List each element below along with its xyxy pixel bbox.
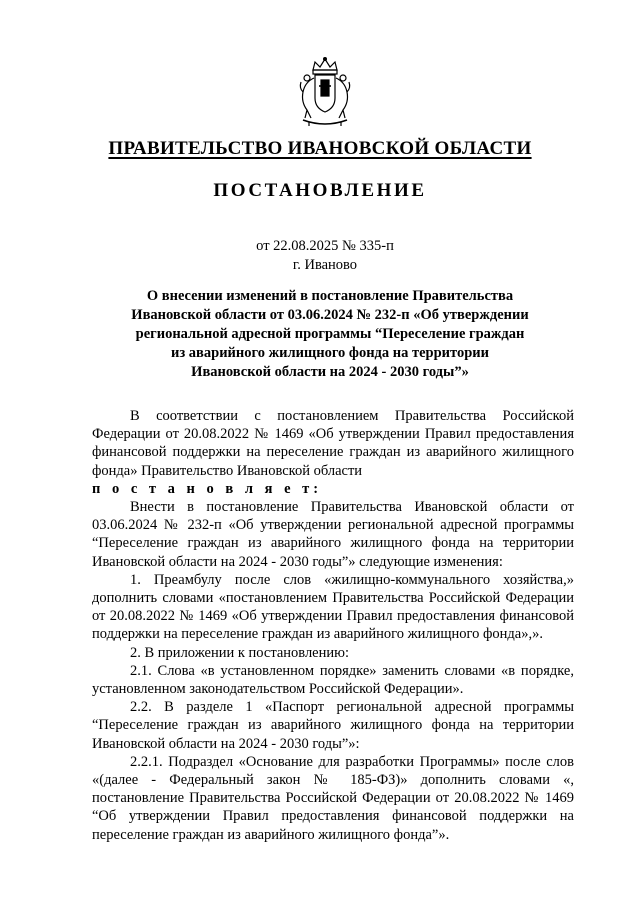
government-name-text: ПРАВИТЕЛЬСТВО ИВАНОВСКОЙ ОБЛАСТИ bbox=[108, 138, 532, 159]
government-name bbox=[0, 138, 640, 160]
decree-word: п о с т а н о в л я е т: bbox=[92, 480, 323, 497]
intro-paragraph: В соответствии с постановлением Правительства Российской Федерации от 20.08.2022 № 1469 «Об утверждении Правил предоставления финансовой поддержки на переселение граждан из аварийного жилищного фонда» Правительство Ивановской области bbox=[92, 408, 574, 479]
paragraph-2: 2. В приложении к постановлению: bbox=[130, 644, 350, 661]
decree-line bbox=[92, 480, 574, 498]
document-city: г. Иваново bbox=[292, 257, 358, 273]
title-line: Ивановской области на 2024 - 2030 годы”» bbox=[191, 364, 469, 380]
title-line: О внесении изменений в постановление Правительства bbox=[146, 288, 514, 304]
paragraph-2-1: 2.1. Слова «в установленном порядке» заменить словами «в порядке, установленном законодательством Российской Федерации». bbox=[92, 662, 574, 698]
title-line: региональной адресной программы “Переселение граждан bbox=[135, 326, 525, 342]
title-line: Ивановской области от 03.06.2024 № 232-п «Об утверждении bbox=[131, 307, 529, 323]
paragraph-2-2-1: 2.2.1. Подраздел «Основание для разработки Программы» после слов «(далее - Федеральный закон № 185-ФЗ)» дополнить словами «, постановление Правительства Российской Федерации от 20.08.2022 № 1469 “Об утверждении Правил предоставления финансовой поддержки на переселение граждан из аварийного жилищного фонда”». bbox=[92, 753, 574, 843]
paragraph-1: 1. Преамбулу после слов «жилищно-коммунального хозяйства,» дополнить словами «постановлением Правительства Российской Федерации от 20.08.2022 № 1469 «Об утверждении Правил предоставления финансовой поддержки на переселение граждан из аварийного жилищного фонда»,». bbox=[92, 571, 574, 643]
document-date-number: от 22.08.2025 № 335-п bbox=[256, 238, 394, 254]
paragraph-amend: Внести в постановление Правительства Ивановской области от 03.06.2024 № 232-п «Об утверждении региональной адресной программы “Переселение граждан из аварийного жилищного фонда на территории Ивановской области на 2024 - 2030 годы”» следующие изменения: bbox=[92, 499, 574, 570]
paragraph-2-2: 2.2. В разделе 1 «Паспорт региональной адресной программы “Переселение граждан из аварийного жилищного фонда на территории Ивановской области на 2024 - 2030 годы”»: bbox=[92, 699, 574, 752]
document-type: ПОСТАНОВЛЕНИЕ bbox=[213, 180, 427, 201]
document-body bbox=[92, 407, 574, 844]
document-title bbox=[92, 287, 568, 382]
ivanovo-coat-of-arms-icon bbox=[295, 56, 355, 128]
title-line: из аварийного жилищного фонда на территории bbox=[171, 345, 489, 361]
